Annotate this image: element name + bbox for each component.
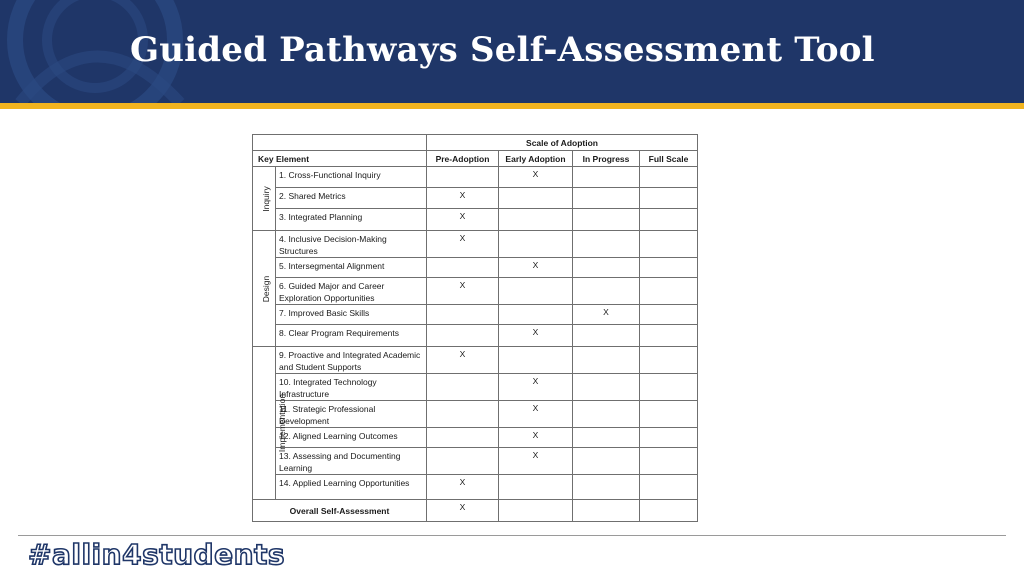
mark-full-scale (640, 258, 698, 278)
mark-pre-adoption: X (427, 188, 499, 209)
table-row (253, 325, 698, 347)
table-row (253, 428, 698, 448)
mark-full-scale (640, 475, 698, 500)
mark-early-adoption: X (499, 167, 573, 188)
key-element-header: Key Element (253, 151, 427, 167)
mark-full-scale (640, 325, 698, 347)
table-row (253, 209, 698, 231)
overall-mark-full-scale (640, 500, 698, 522)
table-row (253, 374, 698, 401)
mark-in-progress (573, 278, 640, 305)
mark-in-progress (573, 475, 640, 500)
overall-mark-early-adoption (499, 500, 573, 522)
key-element-label: 8. Clear Program Requirements (276, 325, 427, 347)
mark-full-scale (640, 347, 698, 374)
mark-early-adoption (499, 231, 573, 258)
accent-divider (0, 103, 1024, 109)
mark-early-adoption: X (499, 374, 573, 401)
mark-full-scale (640, 231, 698, 258)
mark-early-adoption (499, 347, 573, 374)
key-element-label: 1. Cross-Functional Inquiry (276, 167, 427, 188)
mark-in-progress (573, 188, 640, 209)
key-element-label: 4. Inclusive Decision-Making Structures (276, 231, 427, 258)
mark-early-adoption: X (499, 448, 573, 475)
mark-early-adoption (499, 305, 573, 325)
mark-early-adoption (499, 475, 573, 500)
mark-in-progress (573, 401, 640, 428)
mark-full-scale (640, 209, 698, 231)
column-header-full-scale: Full Scale (640, 151, 698, 167)
key-element-label: 12. Aligned Learning Outcomes (276, 428, 427, 448)
mark-pre-adoption (427, 305, 499, 325)
mark-in-progress (573, 347, 640, 374)
category-label-cell (253, 231, 276, 347)
mark-full-scale (640, 374, 698, 401)
table-row (253, 188, 698, 209)
key-element-label: 5. Intersegmental Alignment (276, 258, 427, 278)
key-element-label: 13. Assessing and Documenting Learning (276, 448, 427, 475)
blank-corner-cell (253, 135, 427, 151)
category-label: Inquiry (260, 185, 271, 212)
mark-in-progress (573, 167, 640, 188)
self-assessment-table (252, 134, 698, 522)
mark-early-adoption: X (499, 258, 573, 278)
footer-divider (18, 535, 1006, 536)
column-header-early-adoption: Early Adoption (499, 151, 573, 167)
table-row (253, 258, 698, 278)
key-element-label: 9. Proactive and Integrated Academic and Student Supports (276, 347, 427, 374)
mark-pre-adoption (427, 167, 499, 188)
mark-pre-adoption: X (427, 231, 499, 258)
table-body (253, 167, 698, 522)
table-row (253, 401, 698, 428)
category-label-cell (253, 347, 288, 500)
key-element-label: 6. Guided Major and Career Exploration Opportunities (276, 278, 427, 305)
self-assessment-table-container (252, 134, 697, 522)
column-header-pre-adoption: Pre-Adoption (427, 151, 499, 167)
hashtag-logo: #allin4students (28, 538, 286, 571)
mark-in-progress (573, 374, 640, 401)
mark-pre-adoption: X (427, 278, 499, 305)
category-label: Implementation (277, 393, 288, 453)
table-row (253, 347, 698, 374)
key-element-label: 3. Integrated Planning (276, 209, 427, 231)
key-element-label: 14. Applied Learning Opportunities (276, 475, 427, 500)
mark-full-scale (640, 188, 698, 209)
mark-in-progress (573, 428, 640, 448)
mark-full-scale (640, 305, 698, 325)
mark-full-scale (640, 428, 698, 448)
category-label-cell (253, 167, 276, 231)
mark-in-progress: X (573, 305, 640, 325)
mark-pre-adoption (427, 448, 499, 475)
overall-self-assessment-row (253, 500, 698, 522)
mark-early-adoption (499, 278, 573, 305)
overall-self-assessment-label: Overall Self-Assessment (253, 500, 427, 522)
mark-full-scale (640, 167, 698, 188)
mark-pre-adoption (427, 374, 499, 401)
table-row (253, 167, 698, 188)
mark-full-scale (640, 278, 698, 305)
table-row (253, 475, 698, 500)
key-element-label: 10. Integrated Technology Infrastructure (276, 374, 427, 401)
table-row (253, 448, 698, 475)
mark-full-scale (640, 401, 698, 428)
mark-full-scale (640, 448, 698, 475)
mark-pre-adoption: X (427, 209, 499, 231)
mark-pre-adoption (427, 258, 499, 278)
overall-mark-pre-adoption: X (427, 500, 499, 522)
mark-in-progress (573, 448, 640, 475)
scale-of-adoption-header: Scale of Adoption (427, 135, 698, 151)
mark-in-progress (573, 209, 640, 231)
title-banner (0, 0, 1024, 103)
key-element-label: 7. Improved Basic Skills (276, 305, 427, 325)
overall-mark-in-progress (573, 500, 640, 522)
mark-pre-adoption (427, 428, 499, 448)
mark-in-progress (573, 258, 640, 278)
table-row (253, 231, 698, 258)
mark-in-progress (573, 231, 640, 258)
category-label: Design (261, 275, 272, 302)
key-element-label: 2. Shared Metrics (276, 188, 427, 209)
mark-pre-adoption (427, 401, 499, 428)
key-element-label: 11. Strategic Professional Development (276, 401, 427, 428)
mark-pre-adoption: X (427, 475, 499, 500)
mark-early-adoption: X (499, 325, 573, 347)
mark-in-progress (573, 325, 640, 347)
mark-early-adoption: X (499, 401, 573, 428)
mark-early-adoption (499, 209, 573, 231)
table-row (253, 278, 698, 305)
column-header-in-progress: In Progress (573, 151, 640, 167)
mark-early-adoption: X (499, 428, 573, 448)
table-row (253, 305, 698, 325)
mark-early-adoption (499, 188, 573, 209)
mark-pre-adoption (427, 325, 499, 347)
mark-pre-adoption: X (427, 347, 499, 374)
page-title: Guided Pathways Self-Assessment Tool (130, 30, 875, 70)
